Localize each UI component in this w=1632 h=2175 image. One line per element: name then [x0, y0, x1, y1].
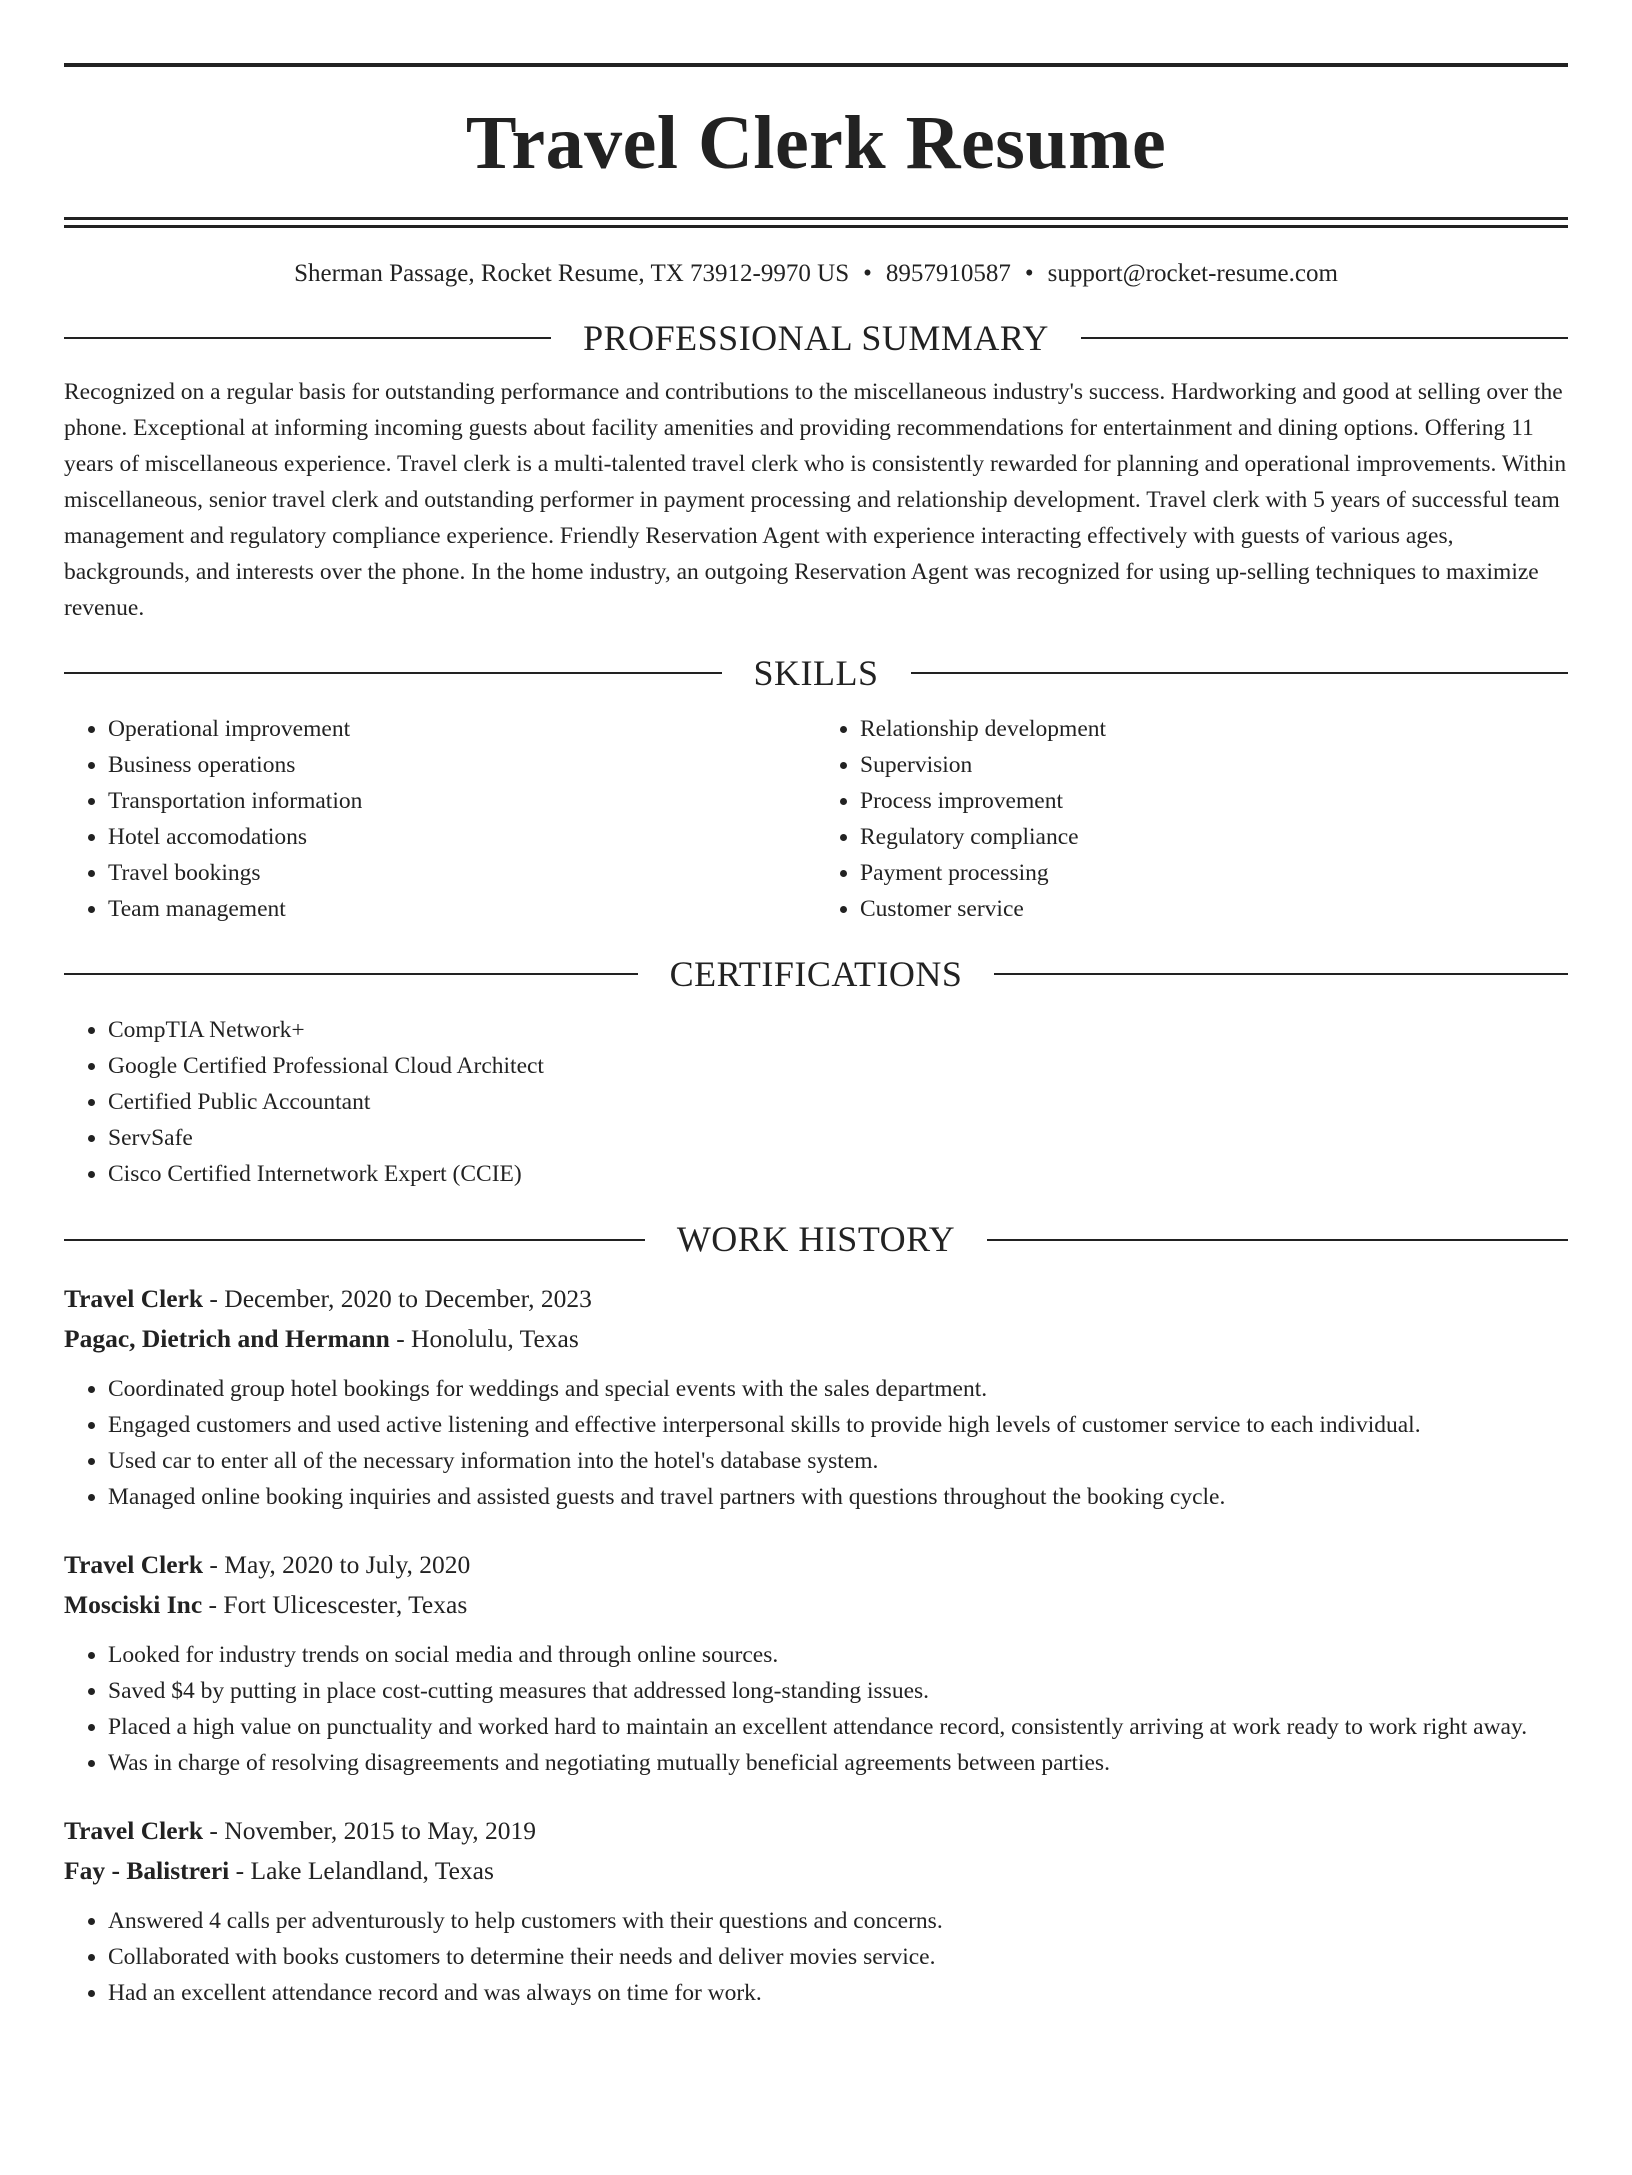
job-company-line — [64, 1851, 1568, 1891]
certifications-list — [64, 1012, 1568, 1192]
contact-separator: • — [863, 260, 872, 287]
job-dates: - November, 2015 to May, 2019 — [203, 1816, 537, 1846]
list-item: • Looked for industry trends on social media and through online sources. — [108, 1637, 1568, 1673]
job-title-line — [64, 1811, 1568, 1851]
heading-rule — [1081, 337, 1568, 339]
skills-column-left — [64, 711, 816, 927]
list-item: • ServSafe — [108, 1120, 1568, 1156]
list-item: • Relationship development — [860, 711, 1568, 747]
job-title-line — [64, 1545, 1568, 1585]
list-item: • Payment processing — [860, 855, 1568, 891]
list-item: • Placed a high value on punctuality and worked hard to maintain an excellent attendance record, consistently arriving at work ready to work right away. — [108, 1709, 1568, 1745]
heading-rule — [987, 1239, 1568, 1241]
list-item: • Saved $4 by putting in place cost-cutting measures that addressed long-standing issues. — [108, 1673, 1568, 1709]
section-title: SKILLS — [753, 652, 879, 693]
job-dates: - December, 2020 to December, 2023 — [203, 1284, 592, 1314]
job-dates: - May, 2020 to July, 2020 — [203, 1550, 471, 1580]
heading-rule — [911, 672, 1569, 674]
job-title: Travel Clerk — [64, 1284, 204, 1314]
job-location: - Honolulu, Texas — [389, 1324, 579, 1354]
list-item: • Hotel accomodations — [108, 819, 816, 855]
section-title: PROFESSIONAL SUMMARY — [583, 317, 1049, 358]
job-bullets — [64, 1903, 1568, 2011]
job-title: Travel Clerk — [64, 1816, 204, 1846]
list-item: • CompTIA Network+ — [108, 1012, 1568, 1048]
job-entry — [64, 1279, 1568, 1515]
list-item: • Travel bookings — [108, 855, 816, 891]
job-entry — [64, 1811, 1568, 2011]
heading-rule — [64, 973, 638, 975]
job-company: Fay - Balistreri — [64, 1856, 230, 1886]
list-item: • Process improvement — [860, 783, 1568, 819]
job-location: - Lake Lelandland, Texas — [229, 1856, 494, 1886]
list-item: • Transportation information — [108, 783, 816, 819]
job-title-line — [64, 1279, 1568, 1319]
section-title: CERTIFICATIONS — [669, 953, 963, 994]
resume-title: Travel Clerk Resume — [465, 101, 1167, 185]
contact-email: support@rocket-resume.com — [1047, 260, 1338, 287]
skills-list — [64, 711, 1568, 927]
heading-rule — [64, 1239, 645, 1241]
contact-line — [64, 258, 1568, 291]
skills-column-right — [816, 711, 1568, 927]
list-item: • Coordinated group hotel bookings for weddings and special events with the sales department. — [108, 1371, 1568, 1407]
resume-page — [0, 63, 1632, 2175]
list-item: • Managed online booking inquiries and assisted guests and travel partners with questions throughout the booking cycle. — [108, 1479, 1568, 1515]
top-rule — [64, 63, 1568, 67]
list-item: • Regulatory compliance — [860, 819, 1568, 855]
list-item: • Team management — [108, 891, 816, 927]
list-item: • Engaged customers and used active listening and effective interpersonal skills to provide high levels of customer service to each individual. — [108, 1407, 1568, 1443]
job-location: - Fort Ulicescester, Texas — [202, 1590, 468, 1620]
job-company: Mosciski Inc — [64, 1590, 203, 1620]
heading-rule — [64, 672, 722, 674]
heading-rule — [994, 973, 1568, 975]
list-item: • Was in charge of resolving disagreements and negotiating mutually beneficial agreements between parties. — [108, 1745, 1568, 1781]
list-item: • Google Certified Professional Cloud Architect — [108, 1048, 1568, 1084]
section-heading-work-history — [64, 1218, 1568, 1261]
list-item: • Cisco Certified Internetwork Expert (CCIE) — [108, 1156, 1568, 1192]
list-item: • Collaborated with books customers to determine their needs and deliver movies service. — [108, 1939, 1568, 1975]
list-item: • Business operations — [108, 747, 816, 783]
job-company-line — [64, 1319, 1568, 1359]
section-heading-summary — [64, 317, 1568, 360]
list-item: • Supervision — [860, 747, 1568, 783]
section-heading-skills — [64, 652, 1568, 695]
list-item: • Certified Public Accountant — [108, 1084, 1568, 1120]
list-item: • Used car to enter all of the necessary information into the hotel's database system. — [108, 1443, 1568, 1479]
job-title: Travel Clerk — [64, 1550, 204, 1580]
summary-paragraph: Recognized on a regular basis for outstanding performance and contributions to the miscellaneous industry's success. Hardworking and good at selling over the phone. Exceptional at informing incoming guests about facility amenities and providing recommendations for entertainment and dining options. Offering 11 years of miscellaneous experience. Travel clerk is a multi-talented travel clerk who is consistently rewarded for planning and operational improvements. Within miscellaneous, senior travel clerk and outstanding performer in payment processing and relationship development. Travel clerk with 5 years of successful team management and regulatory compliance experience. Friendly Reservation Agent with experience interacting effectively with guests of various ages, backgrounds, and interests over the phone. In the home industry, an outgoing Reservation Agent was recognized for using up-selling techniques to maximize revenue. — [64, 378, 1567, 621]
list-item: • Had an excellent attendance record and was always on time for work. — [108, 1975, 1568, 2011]
job-company-line — [64, 1585, 1568, 1625]
job-bullets — [64, 1637, 1568, 1781]
job-entry — [64, 1545, 1568, 1781]
contact-separator: • — [1024, 260, 1034, 287]
title-double-rule — [64, 217, 1568, 228]
list-item: • Answered 4 calls per adventurously to help customers with their questions and concerns. — [108, 1903, 1568, 1939]
section-title: WORK HISTORY — [676, 1219, 956, 1260]
contact-phone: 8957910587 — [885, 260, 1011, 287]
job-company: Pagac, Dietrich and Hermann — [64, 1324, 390, 1354]
list-item: • Customer service — [860, 891, 1568, 927]
job-bullets — [64, 1371, 1568, 1515]
heading-rule — [64, 337, 551, 339]
list-item: • Operational improvement — [108, 711, 816, 747]
section-heading-certifications — [64, 953, 1568, 996]
contact-address: Sherman Passage, Rocket Resume, TX 73912-9970 US — [294, 260, 850, 287]
